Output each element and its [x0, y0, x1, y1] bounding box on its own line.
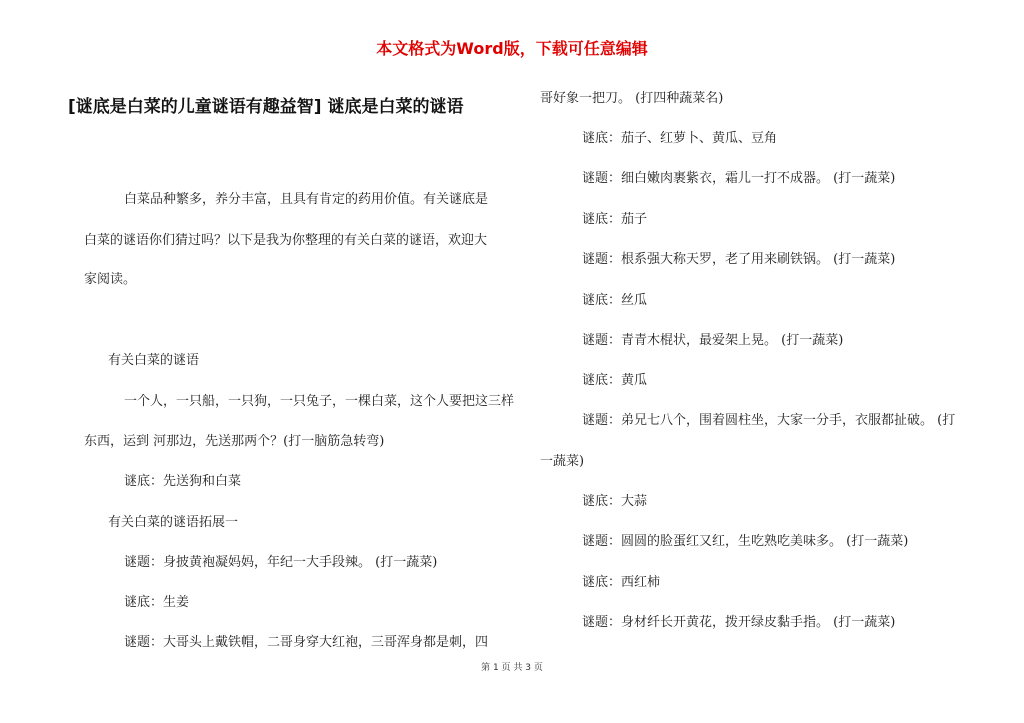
answer-line: 谜底：茄子 — [582, 212, 648, 227]
section-heading: 有关白菜的谜语 — [108, 353, 200, 368]
answer-line: 谜底：丝瓜 — [582, 293, 648, 308]
download-banner: 本文格式为Word版，下载可任意编辑 — [376, 39, 648, 58]
riddle-line: 一蔬菜) — [540, 454, 585, 469]
intro-line-1: 白菜品种繁多，养分丰富，且具有肯定的药用价值。有关谜底是 — [124, 192, 489, 207]
answer-line: 谜底：茄子、红萝卜、黄瓜、豆角 — [582, 131, 778, 146]
answer-line: 谜底：大蒜 — [582, 494, 648, 509]
answer-line: 谜底：生姜 — [124, 595, 190, 610]
answer-line: 谜底：先送狗和白菜 — [124, 474, 242, 489]
intro-line-3: 家阅读。 — [84, 272, 137, 287]
riddle-line: 谜题：弟兄七八个，围着圆柱坐，大家一分手，衣服都扯破。 (打 — [582, 413, 956, 428]
riddle-line: 谜题：身披黄袍凝妈妈，年纪一大手段辣。 (打一蔬菜) — [124, 555, 438, 570]
section-heading: 有关白菜的谜语拓展一 — [108, 515, 239, 530]
riddle-line: 谜题：身材纤长开黄花，拨开绿皮黏手指。 (打一蔬菜) — [582, 615, 896, 630]
riddle-line: 哥好象一把刀。 (打四种蔬菜名) — [540, 91, 724, 106]
intro-line-2: 白菜的谜语你们猜过吗？以下是我为你整理的有关白菜的谜语，欢迎大 — [84, 233, 488, 248]
answer-line: 谜底：西红柿 — [582, 575, 661, 590]
riddle-line: 谜题：圆圆的脸蛋红又红，生吃熟吃美味多。 (打一蔬菜) — [582, 534, 909, 549]
riddle-line: 谜题：细白嫩肉裹紫衣，霜儿一打不成器。 (打一蔬菜) — [582, 171, 896, 186]
page-title: [谜底是白菜的儿童谜语有趣益智] 谜底是白菜的谜语 — [68, 97, 464, 117]
riddle-line: 谜题：根系强大称天罗，老了用来刷铁锅。 (打一蔬菜) — [582, 252, 896, 267]
riddle-line: 谜题：大哥头上戴铁帽，二哥身穿大红袍，三哥浑身都是刺，四 — [124, 635, 489, 650]
riddle-line: 一个人，一只船，一只狗，一只兔子，一棵白菜，这个人要把这三样 — [124, 394, 515, 409]
page-number: 第 1 页 共 3 页 — [481, 663, 543, 673]
riddle-line: 谜题：青青木棍状，最爱架上晃。 (打一蔬菜) — [582, 333, 844, 348]
answer-line: 谜底：黄瓜 — [582, 373, 648, 388]
riddle-line: 东西，运到 河那边，先送那两个？(打一脑筋急转弯) — [84, 434, 385, 449]
